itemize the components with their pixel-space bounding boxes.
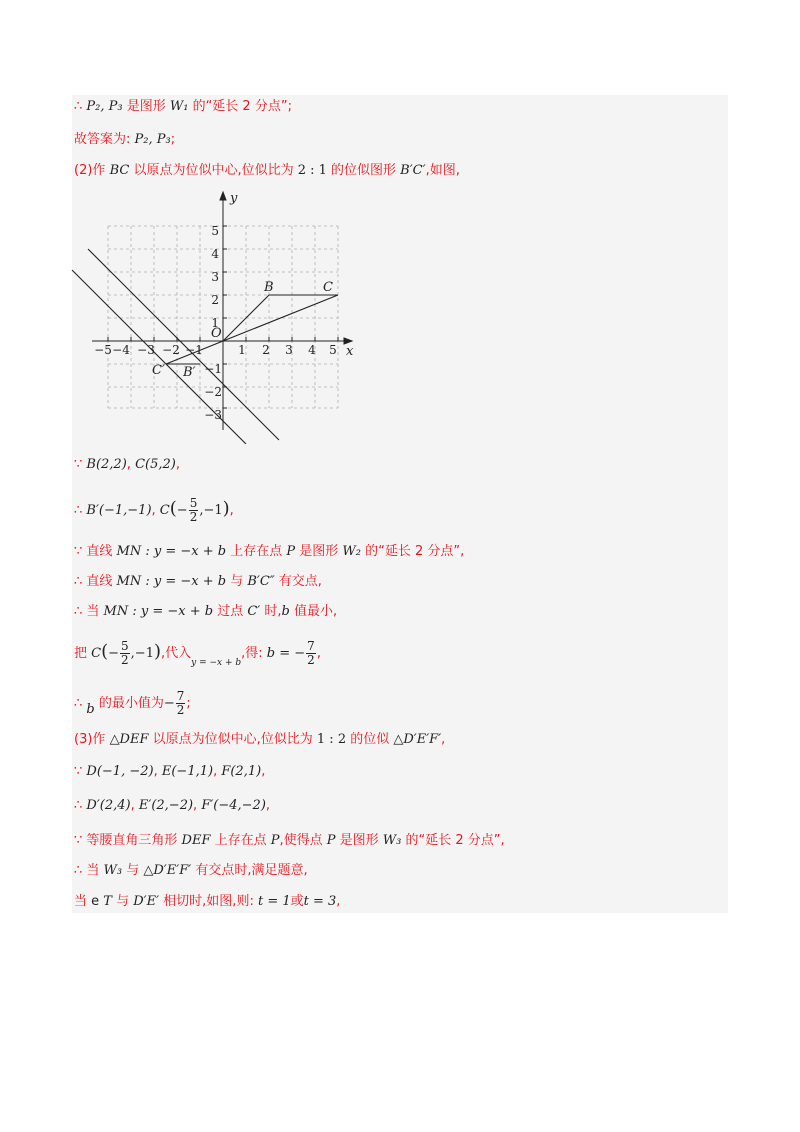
line-15: ∴ 当 W₃ 与 △D′E′F′ 有交点时,满足题意, [74, 863, 308, 878]
line-3: (2)作 BC 以原点为位似中心,位似比为 2 : 1 的位似图形 B′C′,如图, [74, 163, 460, 178]
y-tick-label: −3 [204, 408, 222, 422]
line-7: ∴ 直线 MN : y = −x + b 与 B′C″ 有交点, [74, 574, 322, 589]
y-tick-label: 3 [211, 270, 219, 284]
x-axis-label: x [346, 344, 354, 359]
line-9: 把 C(− $\frac{5}{2}$ ,−1),代入$_{y = -x + b}$,得: b = − $\frac{7}{2}$ , [74, 639, 321, 669]
line-12: ∵ D(−1, −2), E(−1,1), F(2,1), [74, 764, 266, 779]
x-tick-label: −1 [185, 343, 203, 357]
coordinate-graph [70, 188, 360, 444]
x-tick-label: 5 [329, 343, 337, 357]
fraction: $\frac{5}{2}$ [189, 496, 198, 525]
line-8: ∴ 当 MN : y = −x + b 过点 C′ 时,b 值最小, [74, 604, 338, 619]
y-tick-label: 4 [211, 247, 219, 261]
line-2: 故答案为: P₂, P₃; [74, 132, 176, 147]
y-axis-arrow [220, 192, 226, 200]
x-tick-label: 2 [262, 343, 270, 357]
line-4: ∵ B(2,2), C(5,2), [74, 457, 180, 472]
x-tick-label: −3 [137, 343, 155, 357]
line-10: ∴ b 的最小值为− $\frac{7}{2}$ ; [74, 689, 191, 718]
origin-label: O [211, 326, 222, 341]
line-13: ∴ D′(2,4), E′(2,−2), F′(−4,−2), [74, 798, 271, 813]
x-tick-label: −4 [112, 343, 130, 357]
point-b-label: B [264, 280, 274, 295]
point-b-prime-label: B′ [183, 365, 196, 380]
y-tick-label: 2 [211, 293, 219, 307]
line-16: 当 e T 与 D′E′ 相切时,如图,则: t = 1或t = 3, [74, 894, 341, 909]
x-tick-label: 1 [238, 343, 246, 357]
point-c-label: C [323, 280, 333, 295]
line-5: ∴ B′(−1,−1), C(− $\frac{5}{2}$ ,−1), [74, 496, 234, 525]
line-1: ∴ P₂, P₃ 是图形 W₁ 的“延长 2 分点”; [74, 99, 292, 114]
y-tick-label: 1 [211, 316, 219, 330]
y-tick-label: 5 [211, 224, 219, 238]
fraction: $\frac{7}{2}$ [176, 689, 185, 718]
x-tick-label: 3 [285, 343, 293, 357]
x-tick-label: −5 [94, 343, 112, 357]
fraction: $\frac{5}{2}$ [121, 639, 129, 668]
line-11: (3)作 △DEF 以原点为位似中心,位似比为 1 : 2 的位似 △D′E′F′, [74, 732, 446, 747]
line-6: ∵ 直线 MN : y = −x + b 上存在点 P 是图形 W₂ 的“延长 2 分点”, [74, 544, 465, 559]
x-tick-label: 4 [308, 343, 316, 357]
fraction: $\frac{7}{2}$ [307, 639, 315, 668]
y-axis-label: y [230, 191, 238, 206]
x-tick-label: −2 [162, 343, 180, 357]
y-tick-label: −2 [204, 385, 222, 399]
point-c-prime-label: C′ [152, 363, 165, 378]
line-14: ∵ 等腰直角三角形 DEF 上存在点 P,使得点 P 是图形 W₃ 的“延长 2 分点”, [74, 833, 505, 848]
y-tick-label: −1 [204, 362, 222, 376]
